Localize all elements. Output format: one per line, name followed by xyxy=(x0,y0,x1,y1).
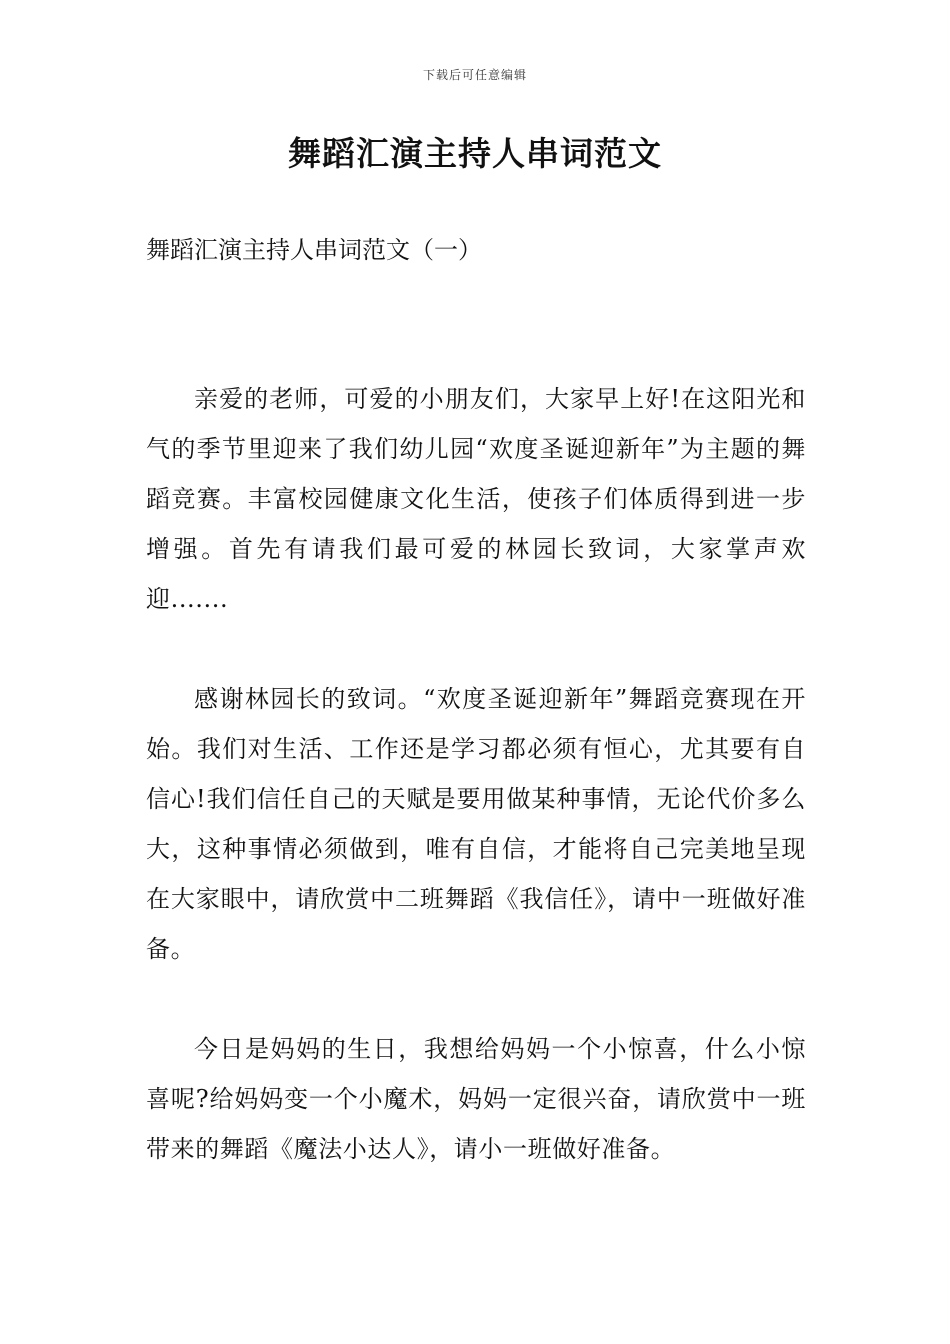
section-heading: 舞蹈汇演主持人串词范文（一） xyxy=(146,236,482,264)
document-title: 舞蹈汇演主持人串词范文 xyxy=(288,134,662,173)
paragraph-opening: 亲爱的老师，可爱的小朋友们，大家早上好!在这阳光和气的季节里迎来了我们幼儿园“欢度圣诞迎新年”为主题的舞蹈竞赛。丰富校园健康文化生活，使孩子们体质得到进一步增强。首先有请我们最可爱的林园长致词，大家掌声欢迎....... xyxy=(146,385,806,613)
paragraph-thanks: 感谢林园长的致词。“欢度圣诞迎新年”舞蹈竞赛现在开始。我们对生活、工作还是学习都必须有恒心，尤其要有自信心!我们信任自己的天赋是要用做某种事情，无论代价多么大，这种事情必须做到，唯有自信，才能将自己完美地呈现在大家眼中，请欣赏中二班舞蹈《我信任》，请中一班做好准备。 xyxy=(146,685,806,963)
header-note: 下载后可任意编辑 xyxy=(422,68,527,82)
paragraph-birthday: 今日是妈妈的生日，我想给妈妈一个小惊喜，什么小惊喜呢?给妈妈变一个小魔术，妈妈一定很兴奋，请欣赏中一班带来的舞蹈《魔法小达人》，请小一班做好准备。 xyxy=(146,1035,806,1163)
